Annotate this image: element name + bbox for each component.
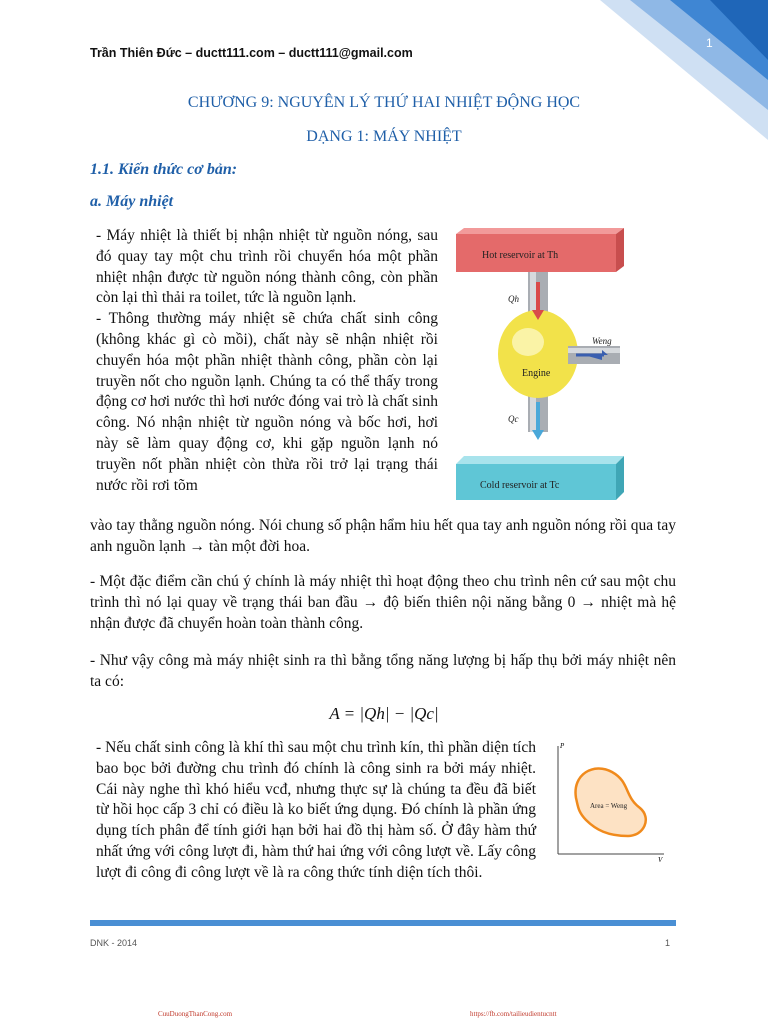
engine-sphere bbox=[498, 310, 578, 398]
pv-diagram bbox=[548, 738, 672, 864]
author-header: Trần Thiên Đức – ductt111.com – ductt111@gmail.com bbox=[90, 46, 413, 60]
v-axis-label: V bbox=[658, 856, 663, 864]
section-heading: 1.1. Kiến thức cơ bản: bbox=[90, 161, 238, 178]
work-text bbox=[90, 651, 676, 693]
paragraph-working-substance: - Thông thường máy nhiệt sẽ chứa chất sinh công (không khác gì cò mồi), chất này sẽ nhận nhiệt rồi chuyển hóa một phần nhiệt thành công, phần còn lại truyền nốt cho nguồn lạnh. Chúng ta có thể thấy trong động cơ hơi nước thì hơi nước đóng vai trò là chất sinh công. Nó nhận nhiệt từ nguồn nóng và bốc hơi, hơi này sẽ làm quay động cơ, khi gặp nguồn lạnh nó truyền nốt phần nhiệt còn thừa rồi trở lại trạng thái nước rồi rơi tõm bbox=[96, 310, 438, 494]
footer-left-text: DNK - 2014 bbox=[90, 938, 138, 948]
area-label: Area = Weng bbox=[590, 802, 628, 810]
section-type-title: DẠNG 1: MÁY NHIỆT bbox=[306, 128, 462, 145]
qc-arrow bbox=[532, 430, 544, 440]
qh-label: Qh bbox=[508, 294, 519, 304]
work-label: Weng bbox=[592, 336, 612, 346]
paragraph-pv-area: - Nếu chất sinh công là khí thì sau một chu trình kín, thì phần diện tích bao bọc bởi đường chu trình đó chính là công sinh ra bởi máy nhiệt. Cái này nghe thì khó hiểu vcđ, nhưng thực sự là chúng ta đều đã biết từ hồi học cấp 3 chỉ có điều là ko biết ứng dụng. Đó chính là phần ứng dụng tích phân để tính giới hạn bởi hai đồ thị hàm số. Ở đây hàm thứ nhất ứng với công lượt đi, hàm thứ hai ứng với công lượt về. Lấy công lượt đi công đi công lượt về là ra công thức tính diện tích thôi. bbox=[96, 739, 536, 881]
engine-label: Engine bbox=[522, 368, 551, 379]
work-formula: A = |Qh| − |Qc| bbox=[329, 704, 439, 723]
source-link-left[interactable]: CuuDuongThanCong.com bbox=[158, 1010, 233, 1018]
header-page-number: 1 bbox=[706, 36, 713, 50]
footer-page-number: 1 bbox=[665, 938, 671, 948]
paragraph-definition: - Máy nhiệt là thiết bị nhận nhiệt từ nguồn nóng, sau đó quay tay một chu trình rồi chuyển hóa một phần nhiệt nhận được từ nguồn nóng thành công, còn phần còn lại thì thải ra toilet, tức là nguồn lạnh. bbox=[96, 227, 438, 307]
cold-reservoir-label: Cold reservoir at Tc bbox=[480, 480, 560, 491]
paragraph-continuation: vào tay thằng nguồn nóng. Nói chung số phận hẩm hiu hết qua tay anh nguồn nóng rồi qua tay anh nguồn lạnh → tàn một đời hoa. bbox=[90, 517, 676, 555]
heat-engine-diagram bbox=[452, 224, 624, 504]
paragraph-work: - Như vậy công mà máy nhiệt sinh ra thì bằng tổng năng lượng bị hấp thụ bởi máy nhiệt nên ta có: bbox=[90, 652, 676, 690]
pv-text-block bbox=[96, 738, 536, 884]
intro-text-block bbox=[96, 226, 438, 496]
cycle-text bbox=[90, 572, 676, 634]
continuation-text bbox=[90, 516, 676, 558]
corner-decoration bbox=[560, 0, 768, 140]
hot-reservoir-label: Hot reservoir at Th bbox=[482, 250, 559, 261]
subsection-heading: a. Máy nhiệt bbox=[90, 193, 174, 210]
source-link-right[interactable]: https://fb.com/tailieudientucntt bbox=[470, 1010, 557, 1018]
p-axis-label: P bbox=[560, 742, 565, 750]
paragraph-cycle: - Một đặc điểm cần chú ý chính là máy nhiệt thì hoạt động theo chu trình nên cứ sau một chu trình thì nó lại quay về trạng thái ban đầu → độ biến thiên nội năng bằng 0 → nhiệt mà hệ nhận được đã chuyển hoàn toàn thành công. bbox=[90, 573, 676, 632]
footer-rule bbox=[90, 920, 676, 926]
chapter-title: CHƯƠNG 9: NGUYÊN LÝ THỨ HAI NHIỆT ĐỘNG HỌC bbox=[187, 94, 581, 111]
qc-label: Qc bbox=[508, 414, 519, 424]
